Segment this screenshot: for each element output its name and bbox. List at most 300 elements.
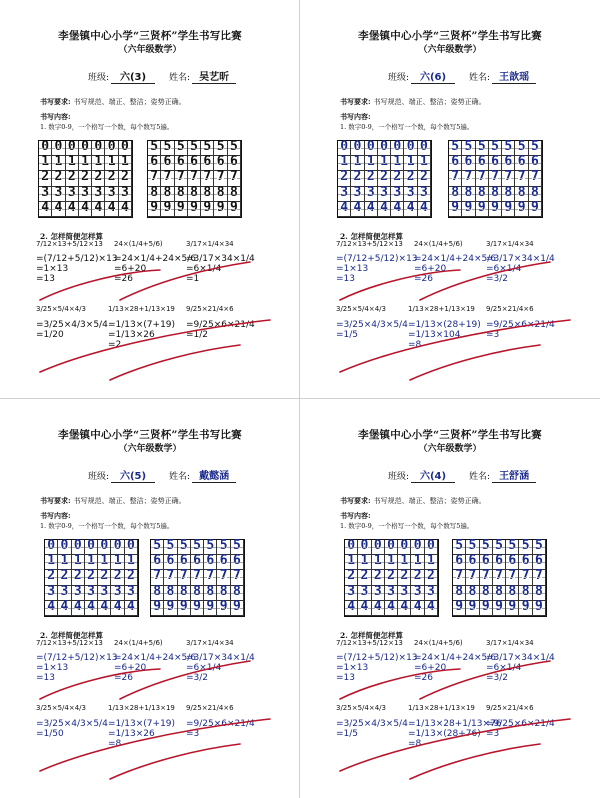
digit-cell: 4	[338, 202, 351, 217]
digit-cell: 2	[58, 570, 71, 585]
digit-cell: 9	[515, 202, 528, 217]
digit-cell: 9	[151, 601, 164, 616]
digit-cell: 3	[351, 187, 364, 202]
digit-cell: 7	[201, 171, 214, 186]
digit-cell: 5	[228, 141, 241, 156]
digit-cell: 9	[476, 202, 489, 217]
digit-cell: 5	[204, 540, 217, 555]
digit-cell: 7	[489, 171, 502, 186]
grading-marks	[0, 0, 300, 399]
class-value: 六(3)	[111, 68, 155, 84]
digit-cell: 8	[164, 586, 177, 601]
digit-cell: 8	[217, 586, 230, 601]
handwritten-solution: =9/25×6×21/4 =3	[186, 719, 255, 739]
worksheet-2	[300, 0, 600, 399]
digit-cell: 6	[519, 555, 532, 570]
digit-cell: 0	[45, 540, 58, 555]
digit-cell: 7	[151, 570, 164, 585]
worksheet-1	[0, 0, 300, 399]
digit-cell: 4	[58, 601, 71, 616]
handwritten-solution: =9/25×6×21/4 =1/2	[186, 320, 255, 340]
digit-cell: 4	[418, 202, 431, 217]
digit-cell: 6	[489, 156, 502, 171]
digit-cell: 7	[217, 570, 230, 585]
digit-cell: 2	[98, 570, 111, 585]
digit-cell: 1	[404, 156, 417, 171]
digit-cell: 4	[404, 202, 417, 217]
digit-cell: 3	[39, 187, 52, 202]
digit-cell: 4	[85, 601, 98, 616]
digit-cell: 8	[191, 586, 204, 601]
digit-cell: 2	[411, 570, 424, 585]
digit-cell: 4	[111, 601, 124, 616]
digit-cell: 5	[453, 540, 466, 555]
digit-cell: 2	[345, 570, 358, 585]
digit-cell: 3	[45, 586, 58, 601]
digit-cell: 3	[398, 586, 411, 601]
name-label: 姓名:	[469, 472, 491, 482]
problem-expression: 3/17×1/4×34	[186, 240, 234, 248]
digit-cell: 2	[351, 171, 364, 186]
digit-cell: 3	[119, 187, 132, 202]
digit-cell: 6	[493, 555, 506, 570]
digit-cell: 1	[385, 555, 398, 570]
digit-cell: 8	[515, 187, 528, 202]
digit-cell: 8	[214, 187, 227, 202]
problem-expression: 9/25×21/4×6	[186, 305, 234, 313]
digit-cell: 1	[66, 156, 79, 171]
digit-cell: 1	[372, 555, 385, 570]
digit-cell: 9	[449, 202, 462, 217]
digit-cell: 4	[119, 202, 132, 217]
content-label: 书写内容:	[340, 511, 371, 520]
digit-cell: 6	[480, 555, 493, 570]
digit-cell: 9	[148, 202, 161, 217]
name-label: 姓名:	[469, 73, 491, 83]
digit-cell: 4	[125, 601, 138, 616]
digit-cell: 4	[345, 601, 358, 616]
digit-cell: 2	[125, 570, 138, 585]
digit-cell: 1	[398, 555, 411, 570]
requirement-label: 书写要求:	[340, 496, 371, 505]
problem-expression: 9/25×21/4×6	[486, 704, 534, 712]
digit-cell: 6	[453, 555, 466, 570]
digit-cell: 4	[411, 601, 424, 616]
digit-cell: 3	[365, 187, 378, 202]
digit-cell: 9	[466, 601, 479, 616]
worksheet-title: 李堡镇中心小学“三贤杯”学生书写比赛	[58, 30, 242, 42]
digit-cell: 6	[506, 555, 519, 570]
digit-cell: 2	[372, 570, 385, 585]
digit-cell: 5	[466, 540, 479, 555]
digit-cell: 1	[92, 156, 105, 171]
handwritten-solution: =3/17×34×1/4 =6×1/4 =3/2	[486, 254, 555, 284]
red-check-mark	[110, 744, 240, 779]
digit-cell: 9	[519, 601, 532, 616]
digit-cell: 3	[79, 187, 92, 202]
digit-cell: 5	[489, 141, 502, 156]
class-value: 六(6)	[411, 68, 455, 84]
red-check-mark	[410, 744, 540, 779]
problem-expression: 3/17×1/4×34	[486, 240, 534, 248]
digit-cell: 2	[119, 171, 132, 186]
worksheet-title: 李堡镇中心小学“三贤杯”学生书写比赛	[358, 429, 542, 441]
problem-expression: 24×(1/4+5/6)	[114, 639, 163, 647]
digit-cell: 6	[533, 555, 546, 570]
task-1-instruction: 1. 数字0-9，一个格写一个数，每个数写5遍。	[340, 522, 474, 530]
digit-cell: 5	[164, 540, 177, 555]
digit-cell: 9	[188, 202, 201, 217]
digit-cell: 2	[398, 570, 411, 585]
digit-cell: 6	[201, 156, 214, 171]
digit-cell: 3	[385, 586, 398, 601]
worksheet-title: 李堡镇中心小学“三贤杯”学生书写比赛	[58, 429, 242, 441]
digit-cell: 0	[92, 141, 105, 156]
digit-cell: 9	[462, 202, 475, 217]
problem-expression: 3/25×5/4×4/3	[336, 704, 386, 712]
digit-cell: 6	[164, 555, 177, 570]
digit-cell: 9	[506, 601, 519, 616]
digit-cell: 1	[111, 555, 124, 570]
digit-cell: 8	[529, 187, 542, 202]
digit-cell: 4	[372, 601, 385, 616]
digit-cell: 1	[39, 156, 52, 171]
problem-expression: 3/17×1/4×34	[486, 639, 534, 647]
digit-cell: 3	[345, 586, 358, 601]
digit-cell: 8	[228, 187, 241, 202]
digit-cell: 9	[175, 202, 188, 217]
class-value: 六(4)	[411, 467, 455, 483]
digit-cell: 1	[358, 555, 371, 570]
digit-cell: 3	[98, 586, 111, 601]
grading-marks	[300, 399, 600, 798]
digit-cell: 1	[378, 156, 391, 171]
digit-cell: 9	[214, 202, 227, 217]
class-label: 班级:	[88, 472, 110, 482]
digit-cell: 0	[58, 540, 71, 555]
digit-cell: 5	[533, 540, 546, 555]
worksheet-subtitle: （六年级数学）	[118, 444, 182, 454]
digit-cell: 7	[191, 570, 204, 585]
digit-cell: 6	[515, 156, 528, 171]
digit-cell: 8	[489, 187, 502, 202]
digit-cell: 8	[466, 586, 479, 601]
digit-cell: 6	[476, 156, 489, 171]
digit-cell: 0	[39, 141, 52, 156]
digit-cell: 7	[519, 570, 532, 585]
digit-cell: 3	[378, 187, 391, 202]
requirement-label: 书写要求:	[340, 97, 371, 106]
digit-cell: 0	[351, 141, 364, 156]
digit-cell: 1	[125, 555, 138, 570]
digit-cell: 2	[385, 570, 398, 585]
digit-cell: 0	[119, 141, 132, 156]
requirement-text: 书写规范、端正、整洁；姿势正确。	[73, 98, 186, 106]
handwritten-solution: =3/17×34×1/4 =6×1/4 =3/2	[486, 653, 555, 683]
digit-cell: 5	[217, 540, 230, 555]
digit-cell: 4	[365, 202, 378, 217]
handwritten-solution: =3/17×34×1/4 =6×1/4 =3/2	[186, 653, 255, 683]
digit-cell: 8	[151, 586, 164, 601]
digit-cell: 0	[338, 141, 351, 156]
digit-cell: 2	[105, 171, 118, 186]
digit-cell: 2	[338, 171, 351, 186]
digit-cell: 2	[365, 171, 378, 186]
digit-cell: 7	[462, 171, 475, 186]
requirement-text: 书写规范、端正、整洁；姿势正确。	[373, 98, 486, 106]
digit-cell: 0	[66, 141, 79, 156]
digit-cell: 6	[148, 156, 161, 171]
problem-expression: 7/12×13+5/12×13	[336, 639, 403, 647]
digit-cell: 9	[204, 601, 217, 616]
digit-cell: 5	[462, 141, 475, 156]
digit-cell: 3	[411, 586, 424, 601]
digit-cell: 5	[175, 141, 188, 156]
digit-cell: 9	[502, 202, 515, 217]
handwritten-solution: =3/25×4/3×5/4 =1/5	[336, 719, 408, 739]
task-2-instruction: 2. 怎样简便怎样算	[40, 631, 103, 640]
digit-cell: 9	[164, 601, 177, 616]
digit-cell: 5	[529, 141, 542, 156]
digit-cell: 9	[493, 601, 506, 616]
digit-cell: 0	[378, 141, 391, 156]
digit-cell: 1	[58, 555, 71, 570]
worksheet-title: 李堡镇中心小学“三贤杯”学生书写比赛	[358, 30, 542, 42]
digit-cell: 9	[231, 601, 244, 616]
digit-cell: 7	[449, 171, 462, 186]
problem-expression: 7/12×13+5/12×13	[336, 240, 403, 248]
digit-cell: 2	[92, 171, 105, 186]
digit-cell: 8	[175, 187, 188, 202]
digit-cell: 7	[453, 570, 466, 585]
worksheet-subtitle: （六年级数学）	[418, 444, 482, 454]
digit-cell: 4	[351, 202, 364, 217]
digit-cell: 6	[175, 156, 188, 171]
digit-cell: 6	[204, 555, 217, 570]
digit-cell: 9	[178, 601, 191, 616]
red-check-mark	[120, 262, 250, 300]
digit-cell: 1	[105, 156, 118, 171]
digit-cell: 7	[228, 171, 241, 186]
digit-cell: 0	[398, 540, 411, 555]
digit-cell: 8	[519, 586, 532, 601]
digit-cell: 4	[105, 202, 118, 217]
digit-cell: 3	[92, 187, 105, 202]
digit-cell: 4	[358, 601, 371, 616]
digit-cell: 6	[228, 156, 241, 171]
digit-cell: 6	[178, 555, 191, 570]
digit-cell: 1	[119, 156, 132, 171]
digit-cell: 2	[72, 570, 85, 585]
red-check-mark	[410, 345, 540, 380]
red-check-mark	[110, 345, 240, 380]
digit-cell: 4	[398, 601, 411, 616]
digit-cell: 0	[391, 141, 404, 156]
digit-cell: 1	[45, 555, 58, 570]
digit-cell: 0	[411, 540, 424, 555]
digit-cell: 7	[204, 570, 217, 585]
digit-cell: 8	[493, 586, 506, 601]
digit-cell: 3	[111, 586, 124, 601]
digit-cell: 4	[79, 202, 92, 217]
digit-cell: 0	[358, 540, 371, 555]
digit-cell: 9	[529, 202, 542, 217]
digit-cell: 2	[404, 171, 417, 186]
handwritten-solution: =1/13×28+1/13×76 =1/13×(28+76) =8	[408, 719, 502, 749]
digit-cell: 2	[378, 171, 391, 186]
task-1-instruction: 1. 数字0-9，一个格写一个数，每个数写5遍。	[40, 522, 174, 530]
digit-cell: 1	[85, 555, 98, 570]
digit-cell: 1	[345, 555, 358, 570]
name-value: 吴艺昕	[192, 68, 236, 84]
digit-cell: 9	[191, 601, 204, 616]
digit-cell: 7	[502, 171, 515, 186]
task-2-instruction: 2. 怎样简便怎样算	[40, 232, 103, 241]
handwritten-solution: =9/25×6×21/4 =3	[486, 719, 555, 739]
digit-cell: 7	[178, 570, 191, 585]
digit-cell: 2	[391, 171, 404, 186]
digit-cell: 7	[533, 570, 546, 585]
digit-cell: 8	[502, 187, 515, 202]
digit-cell: 9	[489, 202, 502, 217]
digit-cell: 2	[418, 171, 431, 186]
digit-cell: 5	[148, 141, 161, 156]
red-check-mark	[420, 661, 550, 699]
digit-cell: 9	[217, 601, 230, 616]
name-value: 戴懿涵	[192, 467, 236, 483]
content-label: 书写内容:	[40, 511, 71, 520]
digit-cell: 1	[365, 156, 378, 171]
digit-cell: 6	[466, 555, 479, 570]
handwritten-solution: =(7/12+5/12)×13 =1×13 =13	[36, 653, 118, 683]
handwritten-solution: =24×1/4+24×5/6 =6+20 =26	[414, 653, 497, 683]
digit-cell: 8	[476, 187, 489, 202]
problem-expression: 1/13×28+1/13×19	[408, 305, 475, 313]
digit-cell: 9	[161, 202, 174, 217]
digit-cell: 1	[351, 156, 364, 171]
digit-cell: 7	[231, 570, 244, 585]
digit-cell: 5	[178, 540, 191, 555]
digit-cell: 3	[358, 586, 371, 601]
requirement-label: 书写要求:	[40, 496, 71, 505]
digit-cell: 5	[502, 141, 515, 156]
digit-cell: 5	[480, 540, 493, 555]
problem-expression: 1/13×28+1/13×19	[108, 704, 175, 712]
red-check-mark	[40, 270, 160, 300]
digit-cell: 3	[72, 586, 85, 601]
red-check-mark	[120, 661, 250, 699]
problem-expression: 24×(1/4+5/6)	[414, 639, 463, 647]
digit-cell: 1	[391, 156, 404, 171]
digit-cell: 3	[85, 586, 98, 601]
digit-cell: 0	[125, 540, 138, 555]
digit-cell: 4	[378, 202, 391, 217]
digit-cell: 9	[228, 202, 241, 217]
digit-cell: 8	[480, 586, 493, 601]
vertical-divider	[299, 0, 300, 798]
red-check-mark	[420, 262, 550, 300]
handwritten-solution: =1/13×(7+19) =1/13×26 =8	[108, 719, 176, 749]
handwritten-solution: =(7/12+5/12)×13 =1×13 =13	[336, 653, 418, 683]
problem-expression: 24×(1/4+5/6)	[114, 240, 163, 248]
digit-cell: 2	[52, 171, 65, 186]
grading-marks	[300, 0, 600, 399]
digit-cell: 1	[418, 156, 431, 171]
digit-cell: 6	[161, 156, 174, 171]
digit-cell: 3	[66, 187, 79, 202]
problem-expression: 7/12×13+5/12×13	[36, 639, 103, 647]
problem-expression: 7/12×13+5/12×13	[36, 240, 103, 248]
name-value: 王舒涵	[492, 467, 536, 483]
digit-cell: 2	[111, 570, 124, 585]
digit-cell: 1	[338, 156, 351, 171]
digit-cell: 0	[345, 540, 358, 555]
digit-cell: 5	[493, 540, 506, 555]
class-label: 班级:	[388, 472, 410, 482]
digit-cell: 6	[214, 156, 227, 171]
digit-cell: 3	[105, 187, 118, 202]
digit-cell: 8	[533, 586, 546, 601]
digit-cell: 1	[72, 555, 85, 570]
handwritten-solution: =3/25×4/3×5/4 =1/20	[36, 320, 108, 340]
digit-cell: 5	[151, 540, 164, 555]
digit-cell: 7	[515, 171, 528, 186]
worksheet-3	[0, 399, 300, 798]
digit-cell: 4	[391, 202, 404, 217]
digit-cell: 0	[72, 540, 85, 555]
digit-cell: 5	[476, 141, 489, 156]
digit-cell: 6	[191, 555, 204, 570]
digit-cell: 7	[214, 171, 227, 186]
digit-cell: 1	[411, 555, 424, 570]
digit-cell: 6	[188, 156, 201, 171]
digit-cell: 1	[98, 555, 111, 570]
digit-cell: 0	[85, 540, 98, 555]
handwritten-solution: =24×1/4+24×5/6 =6+20 =26	[414, 254, 497, 284]
handwritten-solution: =24×1/4+24×5/6 =6+20 =26	[114, 653, 197, 683]
digit-cell: 3	[372, 586, 385, 601]
digit-cell: 0	[79, 141, 92, 156]
digit-cell: 4	[66, 202, 79, 217]
digit-cell: 1	[425, 555, 438, 570]
digit-cell: 2	[85, 570, 98, 585]
digit-cell: 6	[449, 156, 462, 171]
digit-cell: 4	[385, 601, 398, 616]
class-value: 六(5)	[111, 467, 155, 483]
digit-cell: 3	[58, 586, 71, 601]
problem-expression: 3/17×1/4×34	[186, 639, 234, 647]
handwritten-solution: =24×1/4+24×5/6 =6+20 =26	[114, 254, 197, 284]
digit-cell: 0	[98, 540, 111, 555]
problem-expression: 3/25×5/4×4/3	[36, 704, 86, 712]
digit-cell: 8	[148, 187, 161, 202]
task-2-instruction: 2. 怎样简便怎样算	[340, 631, 403, 640]
task-1-instruction: 1. 数字0-9，一个格写一个数，每个数写5遍。	[340, 123, 474, 131]
problem-expression: 1/13×28+1/13×19	[108, 305, 175, 313]
worksheet-subtitle: （六年级数学）	[418, 45, 482, 55]
digit-cell: 5	[214, 141, 227, 156]
digit-cell: 8	[453, 586, 466, 601]
class-label: 班级:	[88, 73, 110, 83]
digit-cell: 2	[425, 570, 438, 585]
name-value: 王歆瑶	[492, 68, 536, 84]
digit-cell: 8	[204, 586, 217, 601]
digit-cell: 8	[506, 586, 519, 601]
digit-cell: 5	[201, 141, 214, 156]
digit-cell: 8	[161, 187, 174, 202]
digit-cell: 2	[66, 171, 79, 186]
digit-cell: 6	[529, 156, 542, 171]
